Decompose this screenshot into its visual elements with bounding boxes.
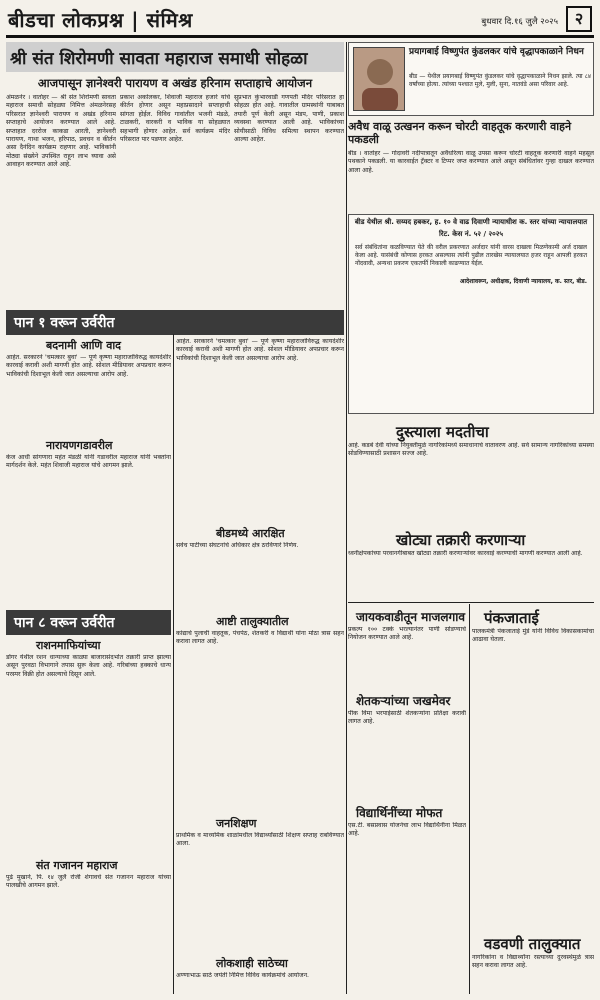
obituary-box [348, 42, 594, 116]
section2-text-4: प्राथमिक व माध्यमिक शाळांमधील विद्यार्थ्यांसाठी शिक्षण सप्ताह राबविण्यात आला. [176, 832, 344, 848]
court-notice-sign: आदेशावरून, अधीक्षक, दिवाणी न्यायालय, क. स्तर, बीड. [459, 278, 587, 285]
main-subhead: आजपासून ज्ञानेश्वरी पारायण व अखंड हरिनाम सप्ताहाचे आयोजन [37, 76, 313, 90]
obituary-text: बीड — येथील प्रयागबाई विष्णुपंत कुंडलकर यांचे वृद्धापकाळाने निधन झाले. त्या ८४ वर्षांच्या होत्या. त्यांच्या पश्चात मुले, मुली, सुना, नातवंडे असा परिवार आहे. [409, 73, 591, 88]
column-rule-3 [469, 604, 470, 994]
right-text-5: एस.टी. बसप्रवास योजनेचा लाभ विद्यार्थिनींना मिळत आहे. [348, 822, 466, 838]
right-heading-2: खोट्या तक्रारी करणाऱ्या [396, 531, 526, 549]
horizontal-rule [348, 602, 594, 603]
section1-text-2: केज आधी सांगणारा महंत मंडळी यांनी गडावरील महाराज यांनी भक्तांना मार्गदर्शन केले. महंत शिवाजी महाराज यांचे आगमन झाले. [6, 454, 171, 470]
right-heading-7: वडवणी तालुक्यात [484, 935, 581, 953]
right-text-2: ध्वनीक्षेपकांच्या परवानगीबाबत खोट्या तक्रारी करणाऱ्यांवर कारवाई करण्याची मागणी करण्यात आली आहे. [348, 550, 583, 557]
court-notice-head: बीड येथील श्री. सय्यद हबकर, ह. १० वे वाढ दिवाणी न्यायाधीश क. स्तर यांच्या न्यायालयात [354, 218, 588, 226]
right-heading-4: शेतकऱ्यांच्या जखमेवर [356, 694, 451, 708]
section1-text-1: आहेत. सरकारने 'चमत्कार बुवा' — पूर्ण कृष्णा महाराजांविरुद्ध कायदेशीर कारवाई करावी अशी मागणी होत आहे. सोशल मीडियावर अपप्रचार करून भाविकांची दिशाभूल केली जात असल्याचा आरोप आहे. [6, 354, 171, 378]
newspaper-page [6, 4, 594, 996]
sand-story-title: अवैध वाळू उत्खनन करून चोरटी वाहतूक करणारी वाहने पकडली [348, 120, 572, 146]
section1-col2-text: आहेत. सरकारने 'चमत्कार बुवा' — पूर्ण कृष्णा महाराजांविरुद्ध कायदेशीर कारवाई करावी अशी मागणी होत आहे. सोशल मीडियावर अपप्रचार करून भाविकांची दिशाभूल केली जात असल्याचा आरोप आहे. [176, 338, 344, 362]
section2-text-3: पुढे मुखाने, पि. १४ जुलै रोजी शेगावचे संत गजानन महाराज यांच्या पालखीचे आगमन झाले. [6, 874, 171, 890]
obituary-photo [353, 47, 405, 111]
section1-text-3: सर्वच पार्टीच्या संघटनांचे अधिकार क्षेत्र ठरविणारे निर्णय. [176, 542, 299, 549]
section2-text-2: कांद्याचे पुलाची वाहतूक, पंचपेठ, शेतकरी व विद्यार्थी यांना मोठा त्रास सहन करावा लागत आहे. [176, 630, 344, 646]
section1-heading-3: बीडमध्ये आरक्षित [216, 527, 285, 540]
section2-heading-4: जनशिक्षण [216, 817, 257, 830]
column-rule-2 [173, 334, 174, 994]
section2-text-1: डोंगर येथील रशन धान्याच्या काळ्या बाजारासंदर्भात तक्रारी प्राप्त झाल्या असून पुरवठा विभागाने तपास सुरू केला आहे. गरिबांच्या हक्काचे धान्य परस्पर विक्री होत असल्याचे दिसून आले. [6, 654, 171, 678]
right-text-3: प्रकल्प १०० टक्के भरल्यानंतर पाणी सोडण्याचे नियोजन करण्यात आले आहे. [348, 626, 466, 642]
section1-heading-2: नारायणगडावरील [46, 439, 113, 452]
right-heading-5: विद्यार्थिनींच्या मोफत [356, 806, 443, 820]
section2-heading-5: लोकशाही साठेच्या [216, 957, 288, 970]
right-text-6: पालकमंत्री पंकजाताई मुंडे यांनी विविध विकासकामांचा आढावा घेतला. [472, 628, 594, 644]
column-rule [346, 42, 347, 994]
main-story-col3: सुप्रभात कुंभारवाडी गणपती मंदिर परिसरात हा सोहळा होत आहे. गावातील ग्रामस्थांनी याबाबत तयारी पूर्ण केली असून मंडप, पाणी, प्रकाश व्यवस्था करण्यात आली आहे. भाविकांच्या सोयीसाठी विविध समित्या स्थापन करण्यात आल्या आहेत. [234, 94, 344, 144]
masthead-title: बीडचा लोकप्रश्न | संमिश्र [8, 8, 193, 32]
sand-story-text: बीड । वार्ताहर — गोदावरी नदीपात्रातून अवैधरित्या वाळू उपसा करून चोरटी वाहतूक करणारी वाहने महसूल पथकाने पकडली. या कारवाईत ट्रॅक्टर व टिप्पर जप्त करण्यात आले असून संबंधितांवर गुन्हा दाखल करण्यात आला आहे. [348, 150, 594, 174]
main-story-col1: अंमळनेर । वार्ताहर — श्री संत शिरोमणी सावता महाराज समाधी सोहळ्या निमित्त अंमळनेरसह परिसरात ज्ञानेश्वरी पारायण व अखंड हरिनाम सप्ताहाचे आयोजन करण्यात आले आहे. सप्ताहात दररोज काकडा आरती, ज्ञानेश्वरी पारायण, गाथा भजन, हरिपाठ, प्रवचन व कीर्तन असा दैनंदिन कार्यक्रम राहणार आहे. भाविकांनी मोठ्या संख्येने उपस्थित राहून लाभ घ्यावा असे आवाहन करण्यात आले आहे. [6, 94, 116, 169]
right-text-1: आहे. कडबे देवी यांच्या नियुक्तीमुळे नागरिकांमध्ये समाधानाचे वातावरण आहे. सर्व सामान्य नागरिकांच्या समस्या सोडविण्यासाठी प्रशासन सज्ज आहे. [348, 442, 594, 458]
section-bar-page1: पान १ वरून उर्वरीत [6, 310, 344, 335]
section2-heading-2: आष्टी तालुक्यातील [216, 615, 289, 628]
court-notice-case: रिट. केस नं. ५२ / २०२५ [438, 230, 504, 238]
section2-heading-3: संत गजानन महाराज [36, 859, 118, 872]
main-story-col2: प्रकाश अकोलकर, शिवाजी महाराज हजारे यांचे कीर्तन होणार असून महाप्रसादाने सप्ताहाची सांगता होईल. विविध गावांतील भजनी मंडळे, टाळकरी, वारकरी व भाविक या सोहळ्यात सहभागी होणार आहेत. सर्व कार्यक्रम मंदिर परिसरात पार पडणार आहेत. [120, 94, 230, 144]
right-heading-1: दुस्त्याला मदतीचा [396, 423, 489, 441]
masthead-date: बुधवार दि.१६ जुलै २०२५ [481, 17, 558, 27]
section2-text-5: अण्णाभाऊ साठे जयंती निमित्त विविध कार्यक्रमांचे आयोजन. [176, 972, 309, 979]
court-notice-body: सर्व संबंधितांना कळविण्यात येते की वरील प्रकरणात अर्जदार यांनी वारस दाखला मिळणेकामी अर्ज दाखल केला आहे. यासंबंधी कोणास हरकत असल्यास त्यांनी पुढील तारखेस न्यायालयात हजर राहून आपली हरकत नोंदवावी, अन्यथा प्रकरण एकतर्फी निकाली काढण्यात येईल. [355, 244, 587, 267]
right-heading-6: पंकजाताई [484, 609, 539, 627]
portrait-image [354, 48, 405, 111]
main-headline: श्री संत शिरोमणी सावता महाराज समाधी सोहळा [10, 49, 308, 69]
right-text-4: पीक विमा भरपाईसाठी शेतकऱ्यांना प्रतिक्षा करावी लागत आहे. [348, 710, 466, 726]
masthead [6, 4, 594, 38]
page-number: २ [566, 6, 592, 32]
right-text-7: नागरिकांना व विद्यार्थ्यांना रस्त्याच्या दुरवस्थेमुळे त्रास सहन करावा लागत आहे. [472, 954, 594, 970]
right-heading-3: जायकवाडीतून माजलगाव [356, 610, 466, 624]
section-bar-page8: पान ८ वरून उर्वरीत [6, 610, 171, 635]
section1-heading-1: बदनामी आणि वाद [46, 339, 122, 352]
headline-band [6, 42, 344, 72]
obituary-title: प्रयागबाई विष्णुपंत कुंडलकर यांचे वृद्धापकाळाने निधन [409, 47, 584, 57]
section2-heading-1: राशनमाफियांच्या [36, 639, 101, 652]
court-notice-box [348, 214, 594, 414]
